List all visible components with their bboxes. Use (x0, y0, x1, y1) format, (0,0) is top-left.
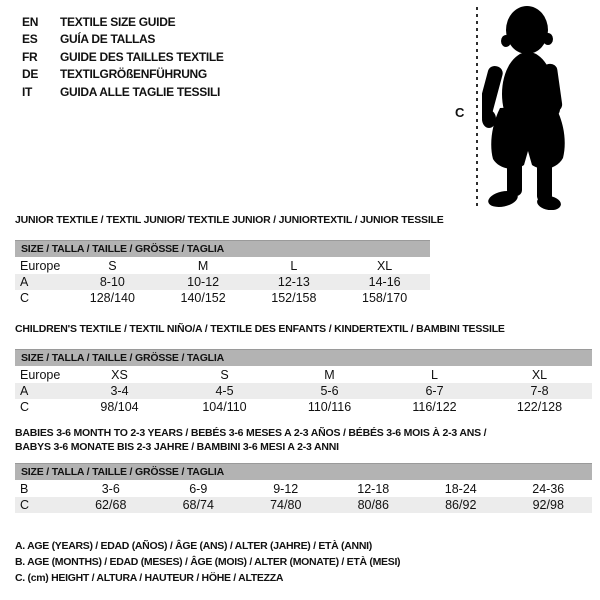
table-cell: 104/110 (202, 400, 247, 414)
legend-line-b: B. AGE (MONTHS) / EDAD (MESES) / ÂGE (MOIS) / ALTER (MONATE) / ETÀ (MESI) (15, 556, 401, 568)
section-title: CHILDREN'S TEXTILE / TEXTIL NIÑO/A / TEXTILE DES ENFANTS / KINDERTEXTIL / BAMBINI TESSILE (15, 323, 505, 335)
size-table (15, 481, 592, 513)
table-cell: XL (376, 259, 393, 273)
language-code: ES (22, 32, 38, 47)
height-marker-dashed-line (476, 7, 478, 206)
language-code: FR (22, 49, 38, 64)
table-cell: 98/104 (100, 400, 139, 414)
table-cell: 152/158 (271, 291, 317, 305)
language-code: EN (22, 14, 39, 29)
language-row (22, 66, 224, 84)
table-cell: 10-12 (187, 275, 220, 289)
table-cell: 8-10 (99, 275, 125, 289)
legend-line-a: A. AGE (YEARS) / EDAD (AÑOS) / ÂGE (ANS) / ALTER (JAHRE) / ETÀ (ANNI) (15, 540, 372, 552)
table-row (15, 399, 592, 415)
language-label: TEXTILE SIZE GUIDE (60, 14, 176, 29)
table-cell: L (431, 368, 438, 382)
table-row (15, 497, 592, 513)
language-row (22, 13, 224, 31)
table-cell: S (220, 368, 229, 382)
section-title-line2: BABYS 3-6 MONATE BIS 2-3 JAHRE / BAMBINI 3-6 MESI A 2-3 ANNI (15, 441, 339, 453)
table-cell: B (20, 482, 29, 496)
table-cell: XL (531, 368, 548, 382)
table-cell: 4-5 (215, 384, 234, 398)
section-junior-textile (15, 213, 444, 306)
table-cell: 116/122 (412, 400, 457, 414)
language-row (22, 83, 224, 101)
size-table (15, 258, 430, 306)
section-title-group (15, 426, 592, 454)
size-header-bar: SIZE / TALLA / TAILLE / GRÖSSE / TAGLIA (15, 349, 592, 366)
table-cell: 14-16 (368, 275, 401, 289)
table-cell: A (20, 384, 29, 398)
table-cell: 3-4 (110, 384, 129, 398)
table-cell: XS (111, 368, 128, 382)
table-cell: 68/74 (182, 498, 214, 512)
table-cell: C (20, 498, 30, 512)
table-cell: 9-12 (273, 482, 299, 496)
table-cell: S (108, 259, 117, 273)
size-header-bar: SIZE / TALLA / TAILLE / GRÖSSE / TAGLIA (15, 463, 592, 480)
language-label: TEXTILGRÖßENFÜHRUNG (60, 67, 207, 82)
table-cell: 3-6 (101, 482, 120, 496)
table-cell: Europe (20, 368, 61, 382)
language-row (22, 48, 224, 66)
table-cell: 18-24 (444, 482, 477, 496)
table-row (15, 274, 430, 290)
section-childrens-textile (15, 322, 592, 415)
table-row (15, 290, 430, 306)
table-cell: A (20, 275, 29, 289)
table-cell: 110/116 (307, 400, 352, 414)
table-cell: 128/140 (89, 291, 135, 305)
table-cell: 86/92 (445, 498, 477, 512)
language-code: IT (22, 84, 33, 99)
table-row (15, 258, 430, 274)
size-table (15, 367, 592, 415)
table-cell: 6-7 (425, 384, 444, 398)
table-row (15, 383, 592, 399)
table-row (15, 367, 592, 383)
table-cell: 80/86 (357, 498, 389, 512)
section-title: JUNIOR TEXTILE / TEXTIL JUNIOR/ TEXTILE JUNIOR / JUNIORTEXTIL / JUNIOR TESSILE (15, 214, 444, 226)
table-cell: C (20, 400, 30, 414)
table-cell: 12-13 (277, 275, 310, 289)
table-row (15, 481, 592, 497)
table-cell: 12-18 (357, 482, 390, 496)
table-cell: 158/170 (362, 291, 408, 305)
section-title: BABIES 3-6 MONTH TO 2-3 YEARS / BEBÉS 3-6 MESES A 2-3 AÑOS / BÉBÉS 3-6 MOIS À 2-3 ANS / (15, 427, 487, 439)
language-label: GUÍA DE TALLAS (60, 32, 156, 47)
legend-line-c: C. (cm) HEIGHT / ALTURA / HAUTEUR / HÖHE / ALTEZZA (15, 572, 284, 584)
table-cell: 62/68 (95, 498, 127, 512)
table-cell: 7-8 (530, 384, 549, 398)
height-marker-label: C (455, 105, 465, 120)
language-row (22, 31, 224, 49)
table-cell: 74/80 (270, 498, 302, 512)
table-cell: M (324, 368, 335, 382)
table-cell: 122/128 (516, 400, 563, 414)
table-cell: C (20, 291, 30, 305)
language-list (22, 13, 224, 101)
baby-silhouette-image (482, 4, 588, 210)
language-label: GUIDA ALLE TAGLIE TESSILI (60, 84, 221, 99)
table-cell: 92/98 (532, 498, 564, 512)
legend (15, 538, 400, 586)
table-cell: 24-36 (532, 482, 565, 496)
table-cell: Europe (20, 259, 61, 273)
table-cell: M (197, 259, 209, 273)
language-code: DE (22, 67, 39, 82)
language-label: GUIDE DES TAILLES TEXTILE (60, 49, 224, 64)
size-header-bar: SIZE / TALLA / TAILLE / GRÖSSE / TAGLIA (15, 240, 430, 257)
section-babies-textile (15, 426, 592, 513)
table-cell: 6-9 (189, 482, 208, 496)
table-cell: 5-6 (320, 384, 339, 398)
table-cell: 140/152 (180, 291, 226, 305)
table-cell: L (290, 259, 298, 273)
